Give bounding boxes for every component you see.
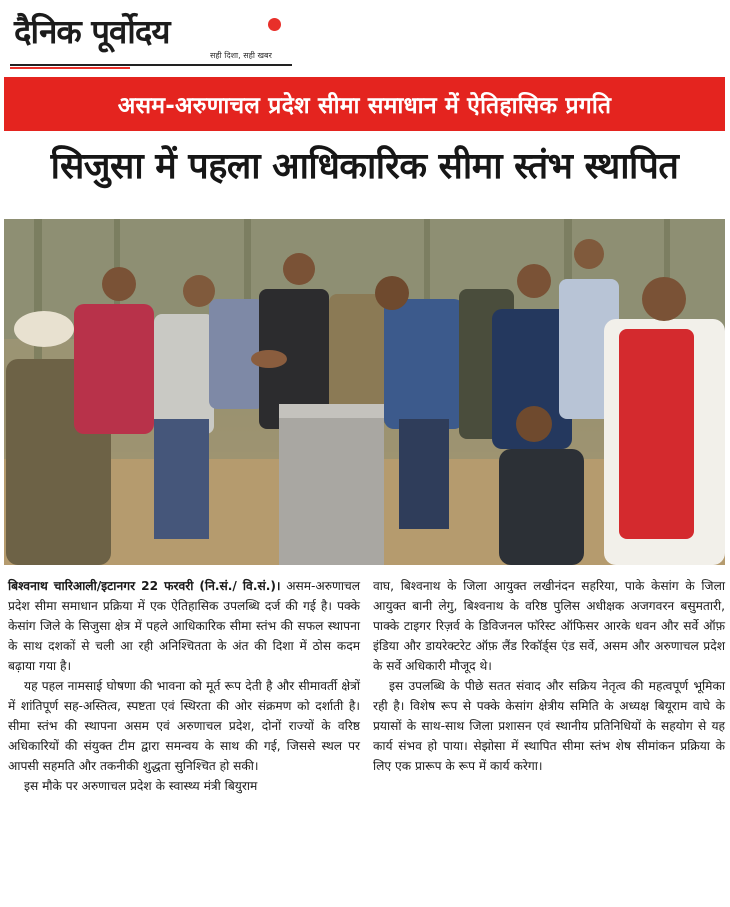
newspaper-title: दैनिक पूर्वोदय (14, 12, 170, 51)
masthead-rule (10, 64, 292, 66)
masthead (10, 6, 300, 68)
logo-dot (268, 18, 281, 31)
article-column-right (373, 576, 725, 776)
kicker-banner (4, 77, 725, 131)
article-paragraph: वाघ, बिश्वनाथ के जिला आयुक्त लखीनंदन सहरिया, पाके केसांग के जिला आयुक्त बानी लेगु, बिश्वनाथ के वरिष्ठ पुलिस अधीक्षक अजगवरन बसुमतारी, पाक्के टाइगर रिज़र्व के डिविजनल फॉरेस्ट ऑफिसर आरके धवन और सर्वे ऑफ़ इंडिया और डायरेक्टरेट ऑफ़ लैंड रिकॉर्ड्स एंड सर्वे, असम और अरुणाचल प्रदेश के सर्वे अधिकारी मौजूद थे। (373, 579, 725, 673)
article-lead: असम-अरुणाचल प्रदेश सीमा समाधान प्रक्रिया में एक ऐतिहासिक उपलब्धि दर्ज की गई है। पक्के केसांग जिले के सिजुसा क्षेत्र में पहले आधिकारिक सीमा स्तंभ की सफल स्थापना के साथ दशकों से चली आ रही अनिश्चितता के अंत की दिशा में ठोस कदम बढ़ाया गया है। (8, 579, 360, 673)
masthead-rule-accent (10, 67, 130, 69)
kicker-text: असम-अरुणाचल प्रदेश सीमा समाधान में ऐतिहासिक प्रगति (117, 93, 612, 119)
article-column-left (8, 576, 360, 796)
photo-illustration (4, 219, 725, 565)
article-paragraph (8, 576, 360, 676)
news-photo (4, 219, 725, 565)
headline: सिजुसा में पहला आधिकारिक सीमा स्तंभ स्थापित (50, 146, 679, 187)
newspaper-tagline: सही दिशा, सही खबर (210, 51, 272, 60)
article-dateline: बिश्वनाथ चारिआली/इटानगर 22 फरवरी (नि.सं./ वि.सं.)। (8, 579, 281, 593)
article-paragraph: इस उपलब्धि के पीछे सतत संवाद और सक्रिय नेतृत्व की महत्वपूर्ण भूमिका रही है। विशेष रूप से पक्के केसांग क्षेत्रीय समिति के अध्यक्ष बियूराम वाघे के प्रयासों के साथ-साथ जिला प्रशासन एवं स्थानीय प्रतिनिधियों के सहयोग से यह कार्य संभव हो पाया। सेझोसा में स्थापित सीमा स्तंभ शेष सीमांकन प्रक्रिया के लिए एक प्रारूप के रूप में कार्य करेगा। (373, 679, 725, 773)
article-paragraph: यह पहल नामसाई घोषणा की भावना को मूर्त रूप देती है और सीमावर्ती क्षेत्रों में शांतिपूर्ण सह-अस्तित्व, स्पष्टता एवं स्थिरता की ओर संक्रमण को दर्शाती है। सीमा स्तंभ की स्थापना असम एवं अरुणाचल प्रदेश, दोनों राज्यों के वरिष्ठ अधिकारियों की संयुक्त टीम द्वारा समन्वय के साथ की गई, जिससे स्थल पर आपसी सहमति और तकनीकी शुद्धता सुनिश्चित हो सकी। (8, 679, 360, 773)
article-paragraph: इस मौके पर अरुणाचल प्रदेश के स्वास्थ्य मंत्री बियुराम (24, 779, 258, 793)
